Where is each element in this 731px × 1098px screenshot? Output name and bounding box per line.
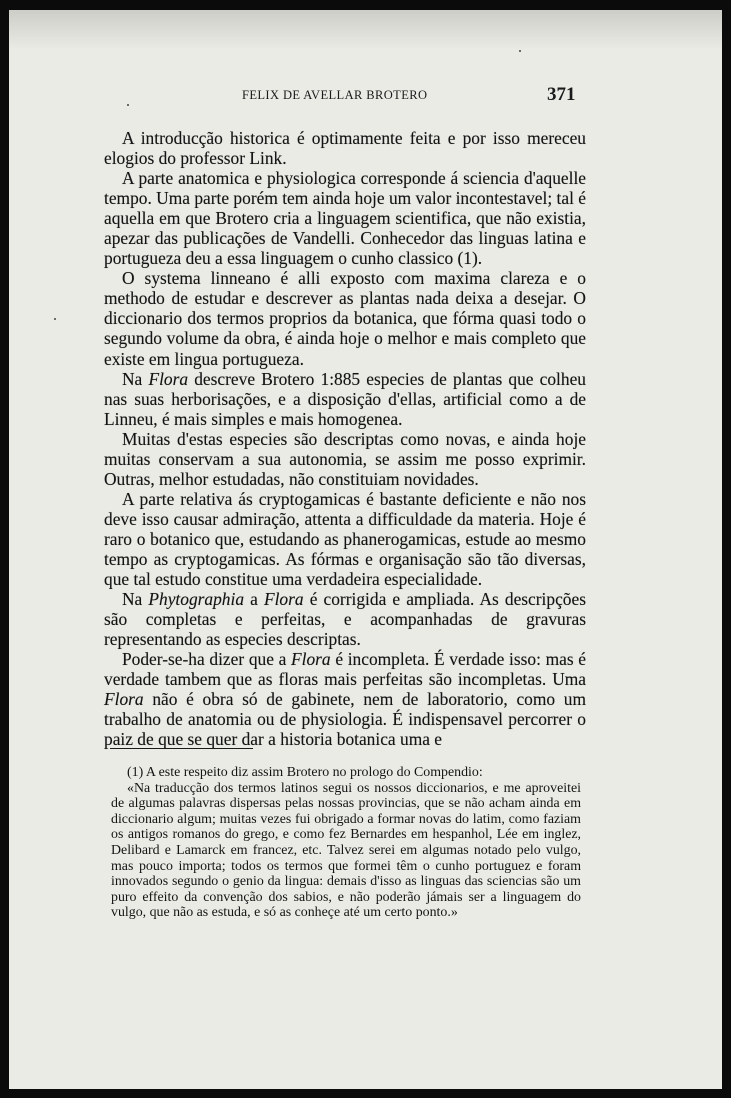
italic-title: Flora xyxy=(104,689,144,710)
scan-speck xyxy=(127,104,129,106)
scan-shadow xyxy=(9,10,722,50)
text-run: Na xyxy=(122,368,149,389)
text-run: não é obra só de gabinete, nem de laboratorio, como um trabalho de anatomia ou de physiologia. É indispensavel percorrer o paiz de que se quer dar a historia botanica uma e xyxy=(104,689,586,750)
paragraph: A parte relativa ás cryptogamicas é bastante deficiente e não nos deve isso causar admiração, attenta a difficuldade da materia. Hoje é raro o botanico que, estudando as phanerogamicas, estude ao mesmo tempo as cryptogamicas. As fórmas e organisação são tão diversas, que tal estudo constitue uma verdadeira especialidade. xyxy=(104,488,586,590)
italic-title: Phytographia xyxy=(148,589,245,610)
paragraph: A parte anatomica e physiologica corresponde á sciencia d'aquelle tempo. Uma parte porém tem ainda hoje um valor incontestavel; tal é aquella em que Brotero cria a linguagem scientifica, que não existia, apezar das publicações de Vandelli. Conhecedor das linguas latina e portugueza deu a essa linguagem o cunho classico (1). xyxy=(104,168,586,269)
page-header xyxy=(9,86,722,112)
body-text xyxy=(104,128,586,749)
text-run: é incompleta. É verdade isso: mas é verdade tambem que as floras mais perfeitas são incompletas. Uma xyxy=(104,649,586,690)
text-run: a xyxy=(244,589,264,610)
paragraph xyxy=(104,649,586,749)
italic-title: Flora xyxy=(291,649,331,670)
paragraph: A introducção historica é optimamente feita e por isso mereceu elogios do professor Link. xyxy=(104,128,586,169)
text-run: é corrigida e ampliada. As descripções são completas e perfeitas, e acompanhadas de gravuras representando as especies descriptas. xyxy=(104,589,586,650)
scan-speck xyxy=(519,50,521,52)
footnote xyxy=(111,765,581,921)
scan-speck xyxy=(54,318,56,320)
footnote-divider xyxy=(110,748,253,749)
book-page xyxy=(9,10,722,1089)
page-number: 371 xyxy=(547,84,576,105)
footnote-quote: «Na traducção dos termos latinos segui os nossos diccionarios, e me aproveitei de algumas palavras dispersas pelas nossas provincias, que se não acham ainda em diccionario algum; muitas vezes fui obrigado a formar novas do latim, como faziam os antigos romanos do grego, e como fez Bernardes em hespanhol, Lée em inglez, Delibard e Lamarck em francez, etc. Talvez serei em algumas notado pelo vulgo, mas pouco importa; todos os termos que formei têm o cunho portuguez e foram innovados segundo o genio da lingua: demais d'isso as linguas das sciencias são um puro effeito da convenção dos sabios, e não poderão jámais ser a linguagem do vulgo, que não as estuda, e só as conheçe até um certo ponto.» xyxy=(111,780,581,921)
paragraph xyxy=(104,369,586,429)
paragraph xyxy=(104,589,586,649)
italic-title: Flora xyxy=(148,368,189,389)
text-run: Na xyxy=(122,589,149,610)
paragraph: O systema linneano é alli exposto com maxima clareza e o methodo de estudar e descrever as plantas nada deixa a desejar. O diccionario dos termos proprios da botanica, que fórma quasi todo o segundo volume da obra, é ainda hoje o melhor e mais completo que existe em lingua portugueza. xyxy=(104,268,586,369)
text-run: Poder-se-ha dizer que a xyxy=(122,649,292,670)
text-run: descreve Brotero 1:885 especies de plantas que colheu nas suas herborisações, e a disposição d'ellas, artificial como a de Linneu, é mais simples e mais homogenea. xyxy=(104,368,586,429)
footnote-line: (1) A este respeito diz assim Brotero no prologo do Compendio: xyxy=(127,765,483,780)
running-head: FELIX DE AVELLAR BROTERO xyxy=(242,88,428,102)
paragraph: Muitas d'estas especies são descriptas como novas, e ainda hoje muitas conservam a sua autonomia, se assim me posso exprimir. Outras, melhor estudadas, não constituiam novidades. xyxy=(104,428,586,489)
italic-title: Flora xyxy=(263,589,304,610)
